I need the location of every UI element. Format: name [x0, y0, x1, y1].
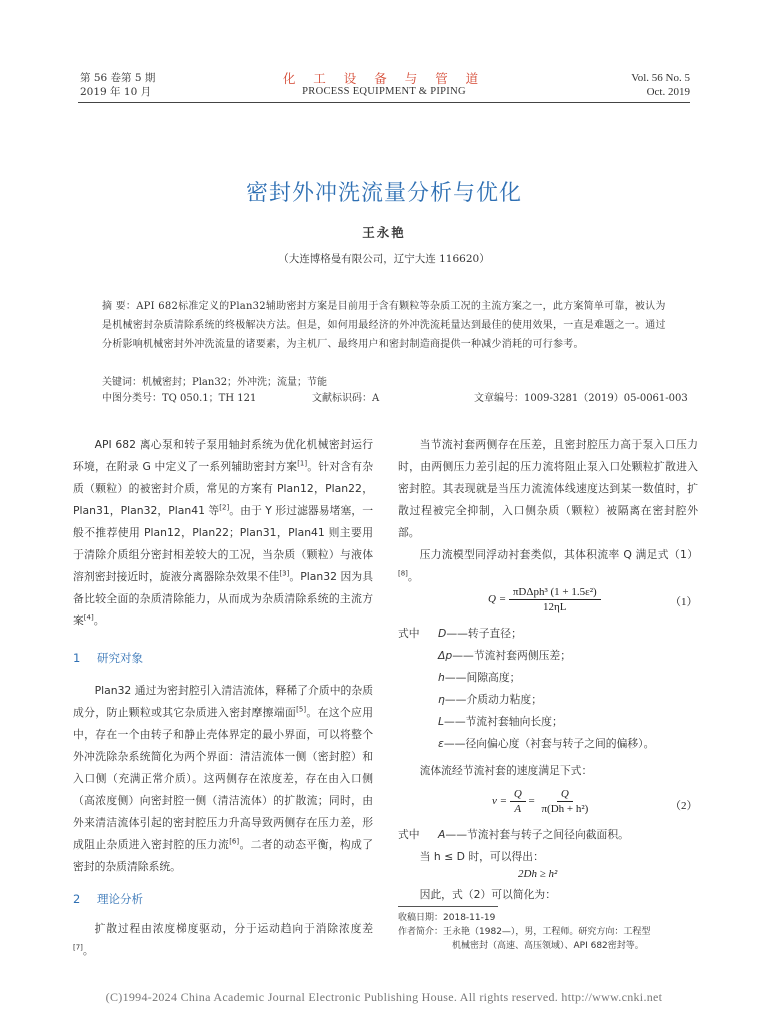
variable-definition	[438, 824, 698, 846]
equation-1-fraction: $\frac{\text{πDΔph³ (1 + 1.5ε²)}}{12\eta L}$	[509, 586, 601, 613]
section-title: 研究对象	[97, 651, 143, 665]
variable-description: ——节流衬套与转子之间径向截面积。	[445, 828, 629, 841]
abstract	[102, 297, 668, 354]
variable-symbol: A	[438, 828, 446, 841]
variable-symbol: L	[438, 715, 445, 728]
doc-label: 文献标识码：	[312, 393, 372, 404]
variable-description: ——节流衬套两侧压差；	[452, 649, 572, 662]
pressure-flow-paragraph: 当节流衬套两侧存在压差，且密封腔压力高于泵入口压力时，由两侧压力差引起的压力流将阻止泵入口处颗粒扩散进入密封腔。其表现就是当压力流流体线速度达到某一数值时，扩散过程被完全抑制，入口侧杂质（颗粒）被隔离在密封腔外部。	[398, 438, 698, 539]
section-title: 理论分析	[97, 892, 143, 906]
abstract-text: API 682标准定义的Plan32辅助密封方案是目前用于含有颗粒等杂质工况的主流方案之一，此方案简单可靠，被认为是机械密封杂质清除系统的终极解决方法。但是，如何用最经济的外冲洗流耗量达到最佳的使用效果，一直是难题之一。通过分析影响机械密封外冲洗流量的诸要素，为主机厂、最终用户和密封制造商提供一种减少消耗的可行参考。	[102, 301, 666, 350]
footnote	[398, 911, 698, 953]
keywords	[102, 373, 327, 388]
keywords-label: 关键词：	[102, 377, 142, 388]
citation: [4]	[83, 613, 94, 622]
issue-info-en	[631, 71, 690, 99]
section2-paragraph: 扩散过程由浓度梯度驱动，分于运动趋向于消除浓度差[7]。	[73, 922, 373, 957]
keywords-text: 机械密封；Plan32；外冲洗；流量；节能	[142, 377, 328, 388]
variable-definition	[438, 667, 698, 689]
variable-description: ——介质动力粘度；	[444, 693, 543, 706]
issue-volume: 第 56 卷第 5 期	[80, 72, 156, 84]
citation: [7]	[73, 943, 83, 952]
issue-date: 2019 年 10 月	[80, 86, 152, 98]
definition-list-2	[438, 824, 698, 846]
variable-symbol: η	[438, 693, 445, 706]
article-title: 密封外冲洗流量分析与优化	[245, 181, 522, 206]
received-label: 收稿日期：	[398, 913, 444, 923]
variable-symbol: Δp	[438, 649, 453, 662]
section-number: 1	[73, 651, 81, 665]
variable-definition	[438, 711, 698, 733]
equation-1-number: （1）	[670, 596, 698, 608]
clc-number	[102, 389, 256, 404]
citation: [6]	[229, 837, 240, 846]
section1-paragraph: Plan32 通过为密封腔引入清洁流体，释稀了介质中的杂质成分，防止颗粒或其它杂质进入密封摩擦端面[5]。在这个应用中，存在一个由转子和静止壳体界定的最小界面，可以将整个外冲洗除杂系统简化为两个界面：清洁流体一侧（密封腔）和入口侧（充满正常介质）。这两侧存在浓度差，存在由入口侧（高浓度侧）向密封腔一侧（清洁流体）的扩散流；同时，由外来清洁流体引起的密封腔压力升高导致两侧存在压力差，形成阻止杂质进入密封腔的压力流[6]。二者的动态平衡，构成了密封的杂质清除系统。	[73, 684, 374, 873]
citation: [8]	[398, 569, 408, 578]
variable-definitions-2	[398, 824, 698, 846]
variable-description: ——间隙高度；	[444, 671, 521, 684]
article-label: 文章编号：	[474, 393, 524, 404]
variable-definitions-1	[398, 623, 698, 755]
where-label: 式中	[398, 627, 420, 640]
journal-name-cn: 化 工 设 备 与 管 道	[282, 71, 486, 86]
citation: [5]	[296, 705, 307, 714]
journal-name-en: PROCESS EQUIPMENT & PIPING	[302, 86, 466, 97]
section-number: 2	[73, 892, 81, 906]
issue-volume-en: Vol. 56 No. 5	[631, 72, 690, 84]
equation-1: Q = $\frac{\text{πDΔph³ (1 + 1.5ε²)}}{12\eta L}$	[488, 586, 601, 613]
received-date: 2018-11-19	[443, 913, 496, 923]
variable-description: ——节流衬套轴向长度；	[444, 715, 563, 728]
variable-definition	[438, 733, 698, 755]
citation: [1]	[297, 459, 308, 468]
variable-definition	[438, 645, 698, 667]
citation: [2]	[219, 503, 230, 512]
where-label: 式中	[398, 828, 420, 841]
issue-date-en: Oct. 2019	[646, 86, 690, 98]
intro-paragraph: API 682 离心泵和转子泵用轴封系统为优化机械密封运行环境，在附录 G 中定义了一系列辅助密封方案[1]。针对含有杂质（颗粒）的被密封介质，常见的方案有 Plan12，Plan22，Plan31，Plan32，Plan41 等[2]。由于 Y 形过滤器易堵塞，一般不推荐使用 Plan12，Plan22；Plan31，Plan41 则主要用于清除介质组分密封相差较大的工况，当杂质（颗粒）与液体溶剂密封接近时，旋液分离器除杂效果不佳[3]。Plan32 因为具备比较全面的杂质清除能力，从而成为杂质清除系统的主流方案[4]。	[73, 438, 374, 627]
article-value: 1009-3281（2019）05-0061-003	[524, 393, 688, 404]
clc-value: TQ 050.1；TH 121	[162, 393, 257, 404]
variable-symbol: ε	[438, 737, 444, 750]
author-bio-label: 作者简介：	[398, 927, 444, 937]
equation-2: v = $\frac{Q}{A}$ = $\frac{Q}{\text{π(Dh + h²)}}$	[492, 788, 589, 815]
variable-symbol: D	[438, 627, 447, 640]
velocity-paragraph: 流体流经节流衬套的速度满足下式：	[419, 764, 593, 777]
author-bio-line2: 机械密封（高速、高压领域）、API 682密封等。	[452, 941, 644, 951]
variable-definition	[438, 623, 698, 645]
variable-definition	[438, 689, 698, 711]
variable-symbol: h	[438, 671, 445, 684]
variable-description: ——径向偏心度（衬套与转子之间的偏移）。	[443, 737, 655, 750]
section-heading-1	[73, 650, 143, 666]
copyright-footer: (C)1994-2024 China Academic Journal Electronic Publishing House. All rights reserved. http://www.cnki.net	[105, 990, 663, 1004]
condition-paragraph: 当 h ≤ D 时，可以得出：	[419, 850, 544, 863]
article-number	[474, 389, 688, 404]
header-rule	[78, 102, 690, 103]
citation: [3]	[279, 569, 290, 578]
variable-description: ——转子直径；	[446, 627, 522, 640]
simplify-paragraph: 因此，式（2）可以简化为：	[419, 888, 557, 901]
equation-2-number: （2）	[670, 800, 698, 812]
author-name: 王永艳	[362, 225, 406, 240]
definition-list-1	[438, 623, 698, 755]
flow-model-paragraph: 压力流模型同浮动衬套类似，其体积流率 Q 满足式（1）[8]。	[398, 548, 698, 583]
equation-3: 2Dh ≥ h²	[518, 868, 558, 880]
author-bio-line1: 王永艳（1982—），男，工程师。研究方向：工程型	[443, 927, 651, 937]
doc-code	[312, 389, 379, 404]
doc-value: A	[372, 393, 380, 404]
footnote-rule	[398, 906, 498, 907]
affiliation: （大连博格曼有限公司，辽宁大连 116620）	[278, 253, 490, 265]
clc-label: 中图分类号：	[102, 393, 162, 404]
section-heading-2	[73, 891, 143, 907]
abstract-label: 摘 要：	[102, 301, 137, 312]
